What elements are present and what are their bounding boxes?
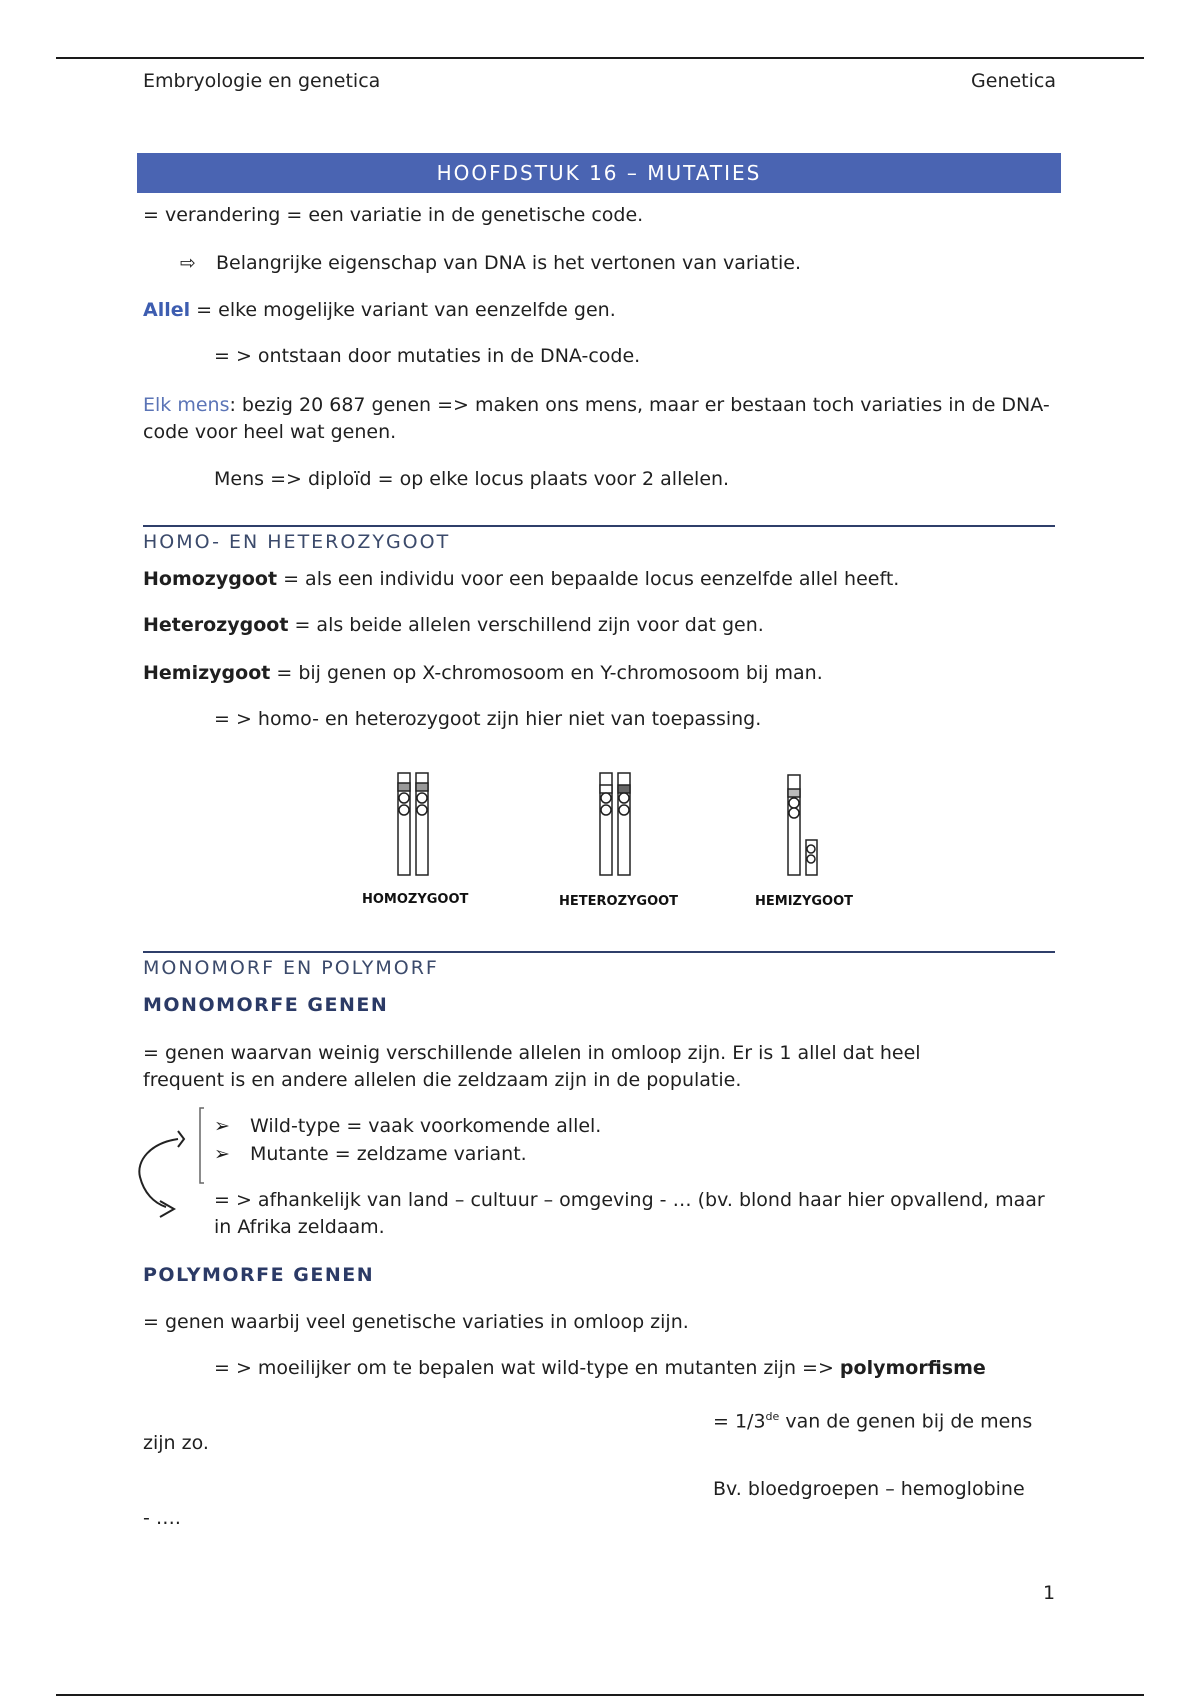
- page-number: 1: [1043, 1582, 1056, 1604]
- arrow-line: [180, 250, 801, 277]
- heterozygoot-definition: = als beide allelen verschillend zijn voor dat gen.: [288, 614, 764, 636]
- arrow-text: Belangrijke eigenschap van DNA is het vertonen van variatie.: [216, 252, 802, 274]
- chapter-title: HOOFDSTUK 16 – MUTATIES: [137, 153, 1061, 193]
- polymorfe-heading: POLYMORFE GENEN: [143, 1264, 375, 1286]
- fraction-continuation: zijn zo.: [143, 1432, 209, 1454]
- fraction-line: [713, 1403, 1032, 1435]
- example-line: Bv. bloedgroepen – hemoglobine: [713, 1478, 1025, 1500]
- polymorfisme-term: polymorfisme: [839, 1357, 986, 1379]
- elk-mens-text: : bezig 20 687 genen => maken ons mens, maar er bestaan toch variaties in de DNA-code voor heel wat genen.: [143, 394, 1050, 443]
- bullet-wildtype-text: Wild-type = vaak voorkomende allel.: [250, 1115, 602, 1137]
- hemizygoot-definition: = bij genen op X-chromosoom en Y-chromosoom bij man.: [270, 662, 823, 684]
- curved-arrow-icon: [132, 1105, 212, 1225]
- allel-definition: = elke mogelijke variant van eenzelfde gen.: [190, 299, 616, 321]
- bullet-mutante: [214, 1141, 527, 1168]
- hemizygoot-note: = > homo- en heterozygoot zijn hier niet van toepassing.: [214, 708, 762, 730]
- monomorfe-definition: = genen waarvan weinig verschillende allelen in omloop zijn. Er is 1 allel dat heel frequent is en andere allelen die zeldzaam zijn in de populatie.: [143, 1042, 921, 1091]
- section-rule-zygoot: [143, 525, 1055, 527]
- fraction-pre: = 1/3: [713, 1410, 766, 1433]
- section-heading-zygoot: HOMO- EN HETEROZYGOOT: [143, 531, 451, 553]
- polymorfe-definition: = genen waarbij veel genetische variaties in omloop zijn.: [143, 1311, 689, 1333]
- header-right: Genetica: [971, 70, 1056, 92]
- monomorfe-heading: MONOMORFE GENEN: [143, 994, 389, 1016]
- bullet-mutante-text: Mutante = zeldzame variant.: [250, 1143, 527, 1165]
- section-rule-morf: [143, 951, 1055, 953]
- homozygoot-definition: = als een individu voor een bepaalde locus eenzelfde allel heeft.: [277, 568, 900, 590]
- heterozygoot-term: Heterozygoot: [143, 614, 289, 636]
- allel-term: Allel: [143, 299, 191, 321]
- homozygoot-term: Homozygoot: [143, 568, 278, 590]
- figure-label-heterozygoot: HETEROZYGOOT: [559, 894, 679, 909]
- monomorfe-note: = > afhankelijk van land – cultuur – omgeving - … (bv. blond haar hier opvallend, maar in Afrika zeldaam.: [214, 1189, 1045, 1238]
- homozygoot-line: [143, 566, 899, 593]
- elk-mens-paragraph: [143, 392, 1063, 446]
- arrow-right-icon: ⇨: [180, 252, 196, 274]
- figure-label-homozygoot: HOMOZYGOOT: [362, 892, 469, 907]
- hemizygoot-line: [143, 660, 823, 687]
- allel-note: = > ontstaan door mutaties in de DNA-code.: [214, 345, 641, 367]
- hemizygoot-term: Hemizygoot: [143, 662, 271, 684]
- polymorfe-note-line: [214, 1355, 986, 1382]
- fraction-post: van de genen bij de mens: [779, 1410, 1033, 1433]
- top-rule: [56, 57, 1144, 59]
- bullet-wildtype: [214, 1113, 601, 1140]
- elk-mens-term: Elk mens: [143, 394, 230, 416]
- heterozygoot-chromosomes: [600, 773, 630, 875]
- chromosome-figure: [350, 765, 870, 880]
- definition-text: = verandering = een variatie in de genetische code.: [143, 204, 644, 226]
- header-left: Embryologie en genetica: [143, 70, 381, 92]
- polymorfe-note: = > moeilijker om te bepalen wat wild-type en mutanten zijn =>: [214, 1357, 834, 1379]
- allel-line: [143, 297, 616, 324]
- heterozygoot-line: [143, 612, 764, 639]
- hemizygoot-chromosomes: [788, 775, 817, 875]
- bullet-arrow-icon: ➢: [214, 1143, 230, 1165]
- section-heading-morf: MONOMORF EN POLYMORF: [143, 957, 439, 979]
- homozygoot-chromosomes: [398, 773, 428, 875]
- fraction-sup: de: [765, 1410, 780, 1423]
- bottom-rule: [56, 1694, 1144, 1696]
- figure-label-hemizygoot: HEMIZYGOOT: [755, 894, 854, 909]
- mens-note: Mens => diploïd = op elke locus plaats voor 2 allelen.: [214, 468, 730, 490]
- example-continuation: - ….: [143, 1507, 181, 1529]
- bullet-arrow-icon: ➢: [214, 1115, 230, 1137]
